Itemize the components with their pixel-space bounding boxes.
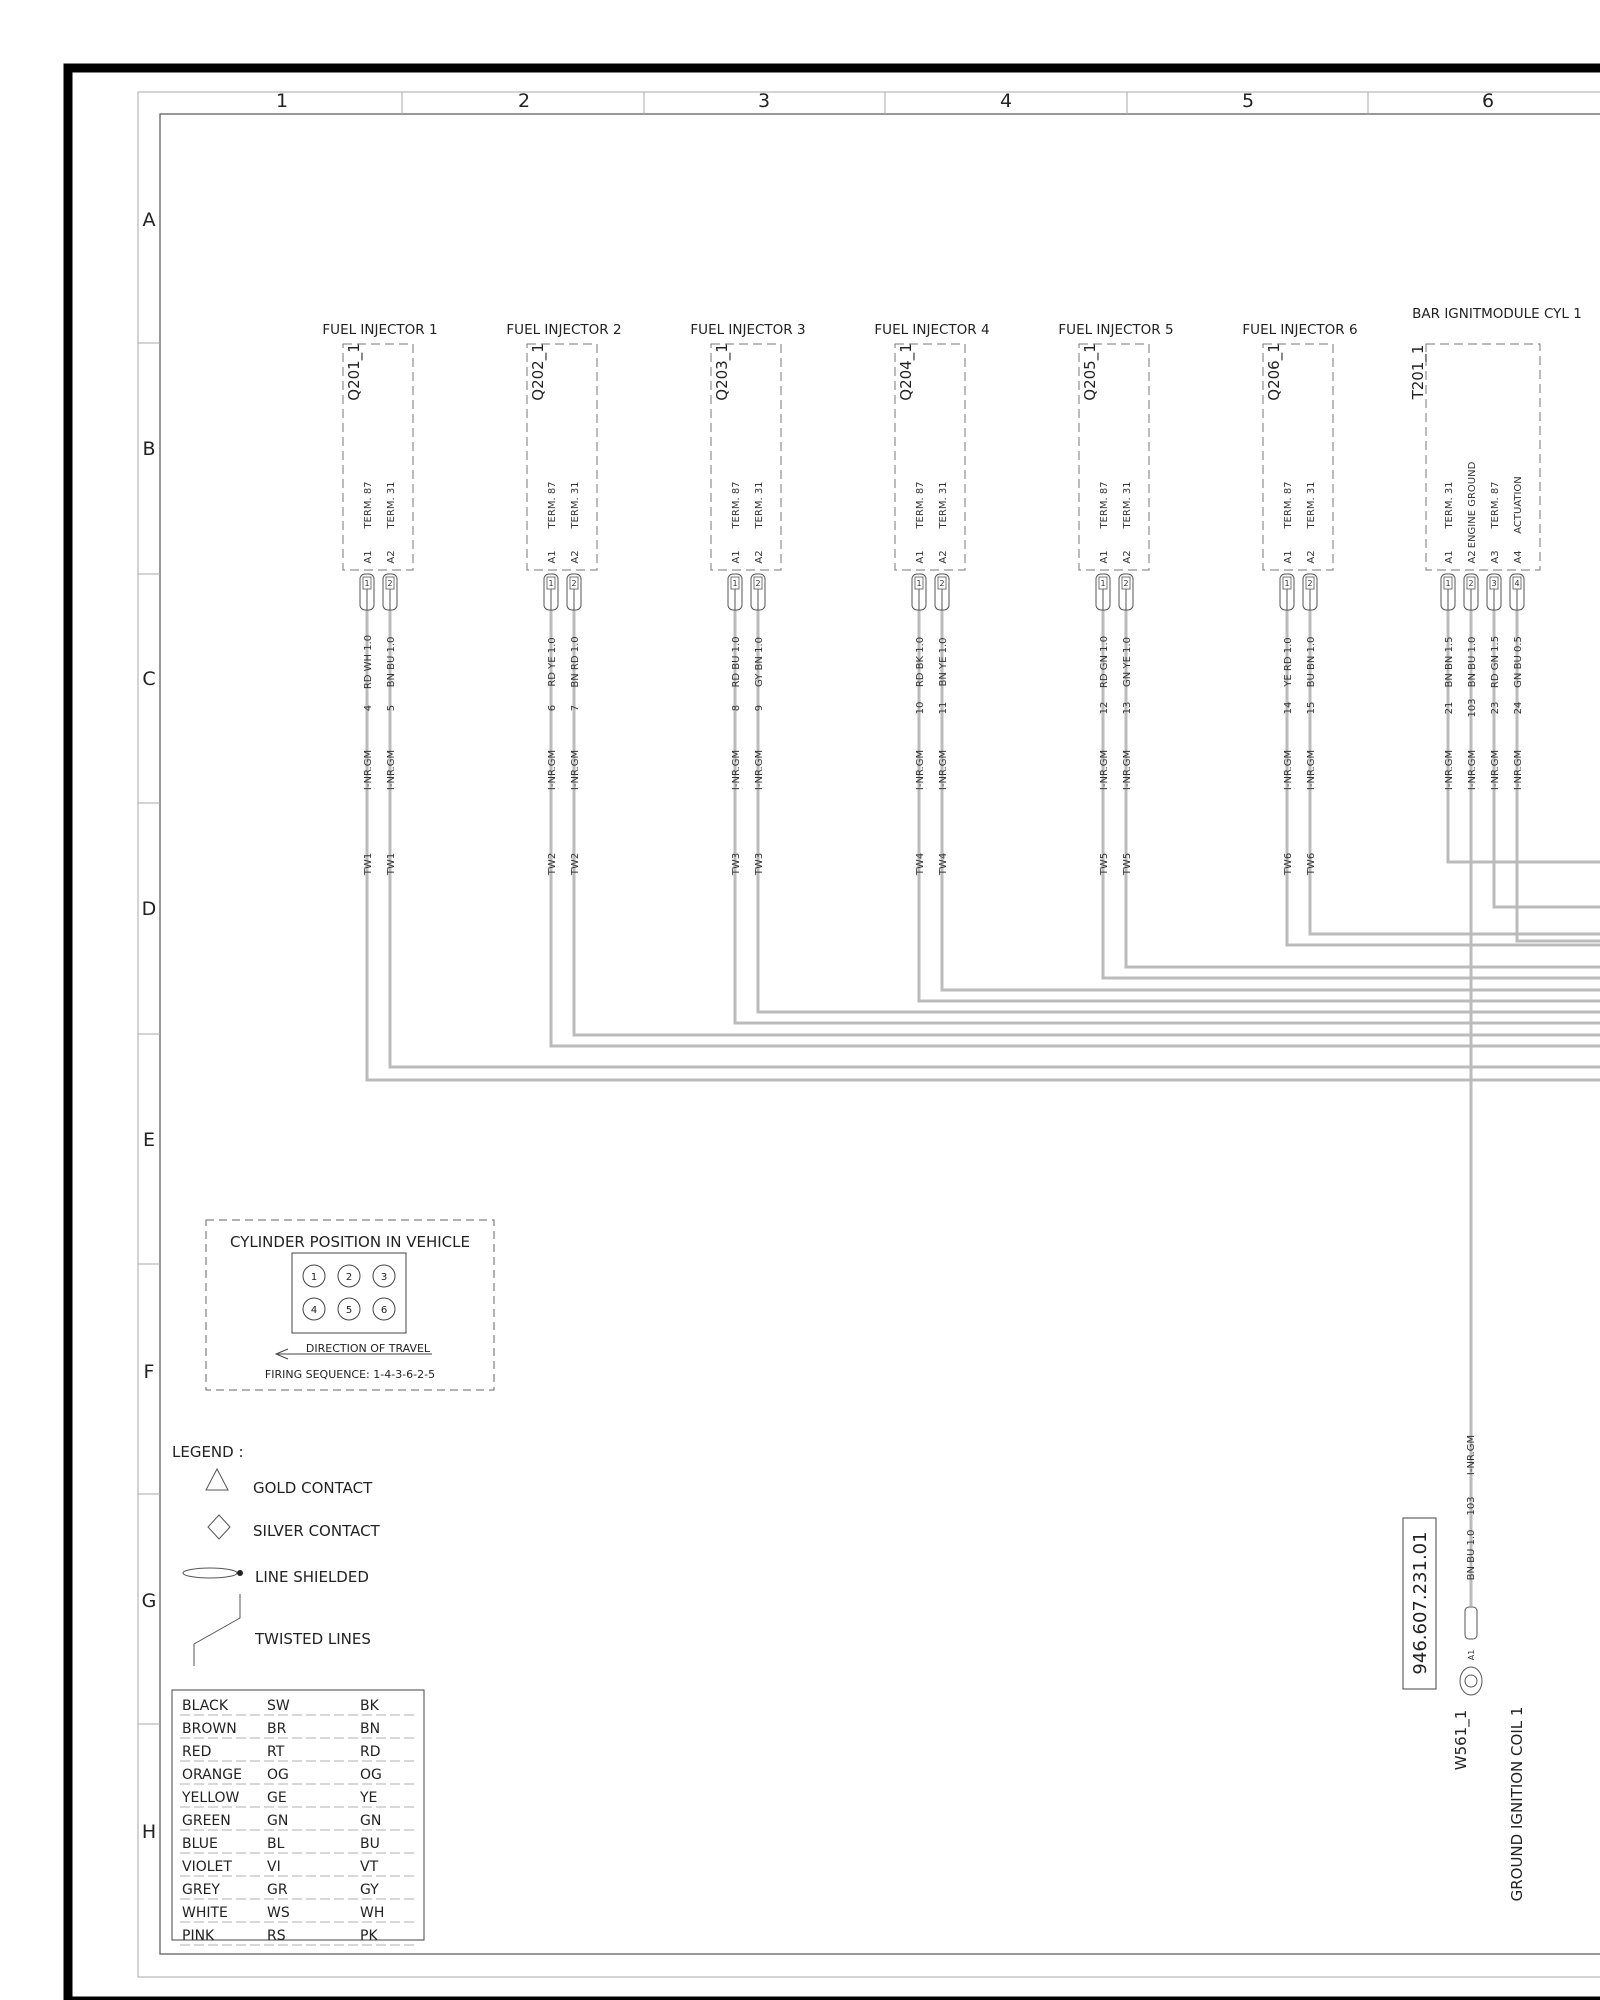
pin-function-label: TERM. 31 [938,481,949,529]
grid-column-6: 6 [1481,90,1495,112]
direction-of-travel-label: DIRECTION OF TRAVEL [305,1342,431,1355]
ground-wire-number: 103 [1466,1496,1477,1516]
legend-silver-contact: SILVER CONTACT [253,1522,380,1540]
wire-spec: BN RD 1.0 [570,636,581,688]
color-code-bk: BK [360,1698,379,1714]
ground-point [1403,795,1526,1901]
legend-gold-contact: GOLD CONTACT [253,1479,373,1497]
wire-number: 6 [547,704,558,712]
wire-t201-a4 [1517,610,1600,941]
fuel-injector-title: FUEL INJECTOR 1 [322,322,438,338]
wire-number: 23 [1490,701,1501,715]
cable-type: I-NR.GM [938,749,949,791]
color-name-gn: GREEN [182,1813,231,1829]
color-code-pk: PK [360,1928,378,1944]
color-table-rows [180,1698,416,1945]
fuel-injector-3 [690,322,805,876]
color-german-gy: GR [267,1882,288,1898]
connector-contact-number: 4 [1514,579,1520,588]
cylinder-1-label: 1 [310,1272,318,1283]
wire-number: 21 [1444,701,1455,715]
color-code-wh: WH [360,1905,385,1921]
legend-title: LEGEND : [172,1443,244,1461]
connector-contact-number: 2 [1307,579,1313,588]
color-german-pk: RS [267,1928,286,1944]
firing-sequence-label: FIRING SEQUENCE: 1-4-3-6-2-5 [264,1368,436,1381]
wire-spec: GN BU 0.5 [1513,636,1524,688]
wire-q202_1-a1 [551,610,1600,1046]
pin-function-label: TERM. 31 [754,481,765,529]
grid-column-4: 4 [999,90,1013,112]
twist-group: TW3 [731,852,742,876]
pin-label: A2 [1467,550,1478,564]
cable-type: I-NR.GM [1513,749,1524,791]
fuel-injector-2 [506,322,621,876]
legend [172,1443,381,1666]
color-german-bu: BL [267,1836,285,1852]
wire-number: 4 [363,704,374,712]
ground-id: W561_1 [1452,1709,1470,1771]
wire-spec: BN YE 1.0 [938,637,949,687]
wire-number: 12 [1099,701,1110,715]
ground-pin-label: A1 [1467,1649,1476,1661]
fuel-injector-title: FUEL INJECTOR 6 [1242,322,1358,338]
pin-label: A2 [938,550,949,564]
wire-spec: GN YE 1.0 [1122,637,1133,687]
pin-label: A1 [915,550,926,564]
ignition-module-id: T201_1 [1409,344,1427,400]
twist-group: TW6 [1283,852,1294,876]
wire-number: 15 [1306,701,1317,715]
fuel-injector-title: FUEL INJECTOR 4 [874,322,990,338]
wire-spec: GY BN 1.0 [754,637,765,687]
ignition-module-title: BAR IGNITMODULE CYL 1 [1412,306,1582,322]
grid-row-B: B [142,438,156,460]
twist-group: TW4 [915,852,926,876]
ignition-module-outline [1426,344,1540,570]
wire-number: 14 [1283,701,1294,715]
color-name-ye: YELLOW [182,1790,240,1806]
cable-type: I-NR.GM [1283,749,1294,791]
pin-function-label: TERM. 31 [386,481,397,529]
color-name-bn: BROWN [182,1721,237,1737]
grid-column-1: 1 [275,90,289,112]
pin-label: A1 [1444,550,1455,564]
pin-label: A2 [754,550,765,564]
wire-spec: BN BU 1.0 [1467,636,1478,688]
wire-spec: RD GN 1.5 [1490,635,1501,689]
fuel-injector-id: Q203_1 [713,343,731,401]
fuel-injector-4 [874,322,989,876]
wire-number: 11 [938,701,949,715]
pin-function-label: TERM. 31 [1122,481,1133,529]
pin-function-label: ENGINE GROUND [1467,461,1478,549]
wire-number: 24 [1513,701,1524,715]
wire-spec: RD YE 1.0 [547,637,558,687]
ground-ring-terminal [1460,1667,1482,1695]
shield-dot-icon [237,1570,243,1576]
grid-row-F: F [143,1361,155,1383]
connector-contact-number: 1 [548,579,554,588]
twist-group: TW4 [938,852,949,876]
twist-group: TW1 [363,852,374,876]
color-german-rd: RT [267,1744,285,1760]
cylinder-4-label: 4 [310,1305,318,1316]
wire-q206_1-a2 [1310,610,1600,934]
pin-label: A2 [570,550,581,564]
cylinder-position-box [206,1220,494,1390]
pin-function-label: TERM. 87 [363,481,374,529]
color-name-wh: WHITE [182,1905,228,1921]
connector-contact-number: 1 [1284,579,1290,588]
twist-group: TW3 [754,852,765,876]
fuel-injector-id: Q204_1 [897,343,915,401]
wire-number: 9 [754,704,765,712]
color-name-og: ORANGE [182,1767,242,1783]
color-code-bn: BN [360,1721,381,1737]
wire-spec: RD GN 1.0 [1099,635,1110,689]
pin-function-label: TERM. 31 [1444,481,1455,529]
connector-contact-number: 3 [1491,579,1497,588]
color-name-vt: VIOLET [182,1859,232,1875]
color-code-ye: YE [360,1790,378,1806]
wire-number: 13 [1122,701,1133,715]
twist-group: TW2 [570,852,581,876]
wire-spec: RD WH 1.0 [363,634,374,690]
pin-label: A2 [1306,550,1317,564]
color-code-og: OG [360,1767,382,1783]
color-name-bu: BLUE [182,1836,218,1852]
wire-spec: RD BK 1.0 [915,636,926,688]
color-code-gn: GN [360,1813,382,1829]
cable-type: I-NR.GM [915,749,926,791]
grid-row-E: E [142,1129,156,1151]
twist-group: TW2 [547,852,558,876]
grid-row-C: C [142,668,156,690]
pin-function-label: ACTUATION [1513,476,1524,534]
cylinder-3-label: 3 [380,1272,388,1283]
cylinder-6-label: 6 [380,1305,388,1316]
cable-type: I-NR.GM [1099,749,1110,791]
fuel-injector-1 [322,322,437,876]
ground-wire-spec: BN BU 1.0 [1466,1529,1477,1581]
cylinder-5-label: 5 [345,1305,353,1316]
cable-type: I-NR.GM [754,749,765,791]
pin-label: A3 [1490,550,1501,564]
cable-type: I-NR.GM [1490,749,1501,791]
twist-group: TW1 [386,852,397,876]
cable-type: I-NR.GM [1122,749,1133,791]
grid-column-3: 3 [757,90,771,112]
cylinder-box-title: CYLINDER POSITION IN VEHICLE [230,1233,470,1251]
pin-label: A4 [1513,550,1524,564]
color-german-bn: BR [267,1721,287,1737]
pin-label: A1 [731,550,742,564]
cable-type: I-NR.GM [570,749,581,791]
pin-label: A2 [386,550,397,564]
cable-type: I-NR.GM [1306,749,1317,791]
pin-label: A1 [1099,550,1110,564]
cable-type: I-NR.GM [1467,749,1478,791]
wire-q205_1-a2 [1126,610,1600,967]
grid-column-5: 5 [1241,90,1255,112]
wire-spec: BU BN 1.0 [1306,636,1317,688]
pin-function-label: TERM. 31 [570,481,581,529]
wire-number: 10 [915,701,926,715]
cable-type: I-NR.GM [386,749,397,791]
color-german-gn: GN [267,1813,289,1829]
color-name-rd: RED [182,1744,212,1760]
wire-number: 5 [386,704,397,712]
legend-twisted-lines: TWISTED LINES [255,1630,371,1648]
pin-label: A1 [1283,550,1294,564]
shield-ellipse-icon [183,1568,237,1578]
diamond-icon [208,1515,230,1539]
color-name-gy: GREY [182,1882,220,1898]
wire-number: 8 [731,704,742,712]
connector-contact-number: 2 [755,579,761,588]
color-code-rd: RD [360,1744,381,1760]
fuel-injector-title: FUEL INJECTOR 5 [1058,322,1174,338]
fuel-injector-title: FUEL INJECTOR 3 [690,322,806,338]
cylinder-circles [303,1265,395,1320]
pin-function-label: TERM. 87 [1099,481,1110,529]
color-german-vt: VI [267,1859,281,1875]
wire-number: 103 [1467,698,1478,718]
color-german-ye: GE [267,1790,287,1806]
connector-contact-number: 2 [1468,579,1474,588]
fuel-injector-id: Q206_1 [1265,343,1283,401]
pin-function-label: TERM. 87 [1283,481,1294,529]
pin-function-label: TERM. 87 [915,481,926,529]
twist-group: TW5 [1122,852,1133,876]
pin-label: A1 [547,550,558,564]
connector-contact-number: 1 [916,579,922,588]
pin-function-label: TERM. 87 [1490,481,1501,529]
pin-function-label: TERM. 31 [1306,481,1317,529]
wire-spec: YE RD 1.0 [1283,637,1294,687]
connector-contact-number: 2 [387,579,393,588]
color-german-wh: WS [267,1905,290,1921]
wire-spec: RD BU 1.0 [731,636,742,688]
triangle-icon [206,1469,228,1490]
fuel-injector-5 [1058,322,1173,876]
ground-connector [1465,1607,1477,1639]
fuel-injector-id: Q205_1 [1081,343,1099,401]
pin-label: A2 [1122,550,1133,564]
ground-name: GROUND IGNITION COIL 1 [1508,1706,1526,1902]
grid-column-2: 2 [517,90,531,112]
color-code-vt: VT [360,1859,379,1875]
cable-type: I-NR.GM [731,749,742,791]
connector-contact-number: 2 [571,579,577,588]
part-number: 946.607.231.01 [1410,1531,1431,1675]
wire-spec: BN BU 1.0 [386,636,397,688]
connector-contact-number: 1 [732,579,738,588]
pin-function-label: TERM. 87 [547,481,558,529]
grid-row-D: D [141,898,157,920]
cable-type: I-NR.GM [363,749,374,791]
fuel-injector-title: FUEL INJECTOR 2 [506,322,622,338]
color-code-table [172,1690,424,1945]
wire-q205_1-a1 [1103,610,1600,978]
grid-row-G: G [141,1590,157,1612]
legend-line-shielded: LINE SHIELDED [255,1568,369,1586]
cable-type: I-NR.GM [1444,749,1455,791]
fuel-injector-id: Q202_1 [529,343,547,401]
connector-contact-number: 2 [1123,579,1129,588]
connector-contact-number: 1 [1100,579,1106,588]
color-code-gy: GY [360,1882,379,1898]
color-name-pk: PINK [182,1928,215,1944]
color-german-og: OG [267,1767,289,1783]
connector-contact-number: 2 [939,579,945,588]
cylinder-2-label: 2 [345,1272,353,1283]
grid-row-A: A [142,209,156,231]
ground-cable-label: I-NR.GM [1466,1434,1477,1476]
cable-type: I-NR.GM [547,749,558,791]
twisted-lines-icon [194,1594,240,1666]
fuel-injector-6 [1242,322,1357,876]
color-code-bu: BU [360,1836,380,1852]
connector-contact-number: 1 [364,579,370,588]
wire-spec: BN BN 1.5 [1444,636,1455,688]
connector-contact-number: 1 [1445,579,1451,588]
wire-number: 7 [570,704,581,712]
components-layer [322,306,1581,876]
twist-group: TW5 [1099,852,1110,876]
fuel-injector-id: Q201_1 [345,343,363,401]
twist-group: TW6 [1306,852,1317,876]
pin-function-label: TERM. 87 [731,481,742,529]
color-name-bk: BLACK [182,1698,229,1714]
pin-label: A1 [363,550,374,564]
grid-row-H: H [141,1821,157,1843]
color-german-bk: SW [267,1698,290,1714]
